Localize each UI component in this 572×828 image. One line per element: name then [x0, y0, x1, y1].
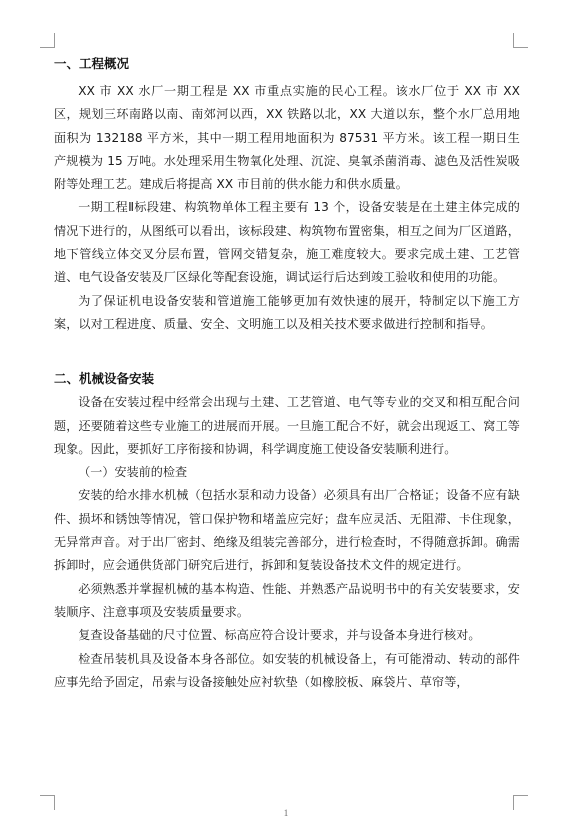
paragraph: 检查吊装机具及设备本身各部位。如安装的机械设备上，有可能滑动、转动的部件应事先给予固定，吊索与设备接触处应衬软垫（如橡胶板、麻袋片、草帘等， — [54, 651, 520, 689]
document-body — [54, 56, 520, 694]
page-number: 1 — [283, 808, 289, 818]
section-heading-project-overview: 一、工程概况 — [54, 56, 130, 71]
subsection-heading-pre-install-check: （一）安装前的检查 — [78, 465, 188, 480]
paragraph: 一期工程Ⅱ标段建、构筑物单体工程主要有 13 个，设备安装是在土建主体完成的情况下进行的，从图纸可以看出，该标段建、构筑物布置密集，相互之间为厂区道路，地下管线立体交叉分层布置，管网交错复杂，施工难度较大。要求完成土建、工艺管道、电气设备安装及厂区绿化等配套设施，调试运行后达到竣工验收和使用的功能。 — [54, 200, 520, 285]
crop-mark-top-right — [513, 33, 528, 48]
paragraph: 必须熟悉并掌握机械的基本构造、性能、并熟悉产品说明书中的有关安装要求，安装顺序、注意事项及安装质量要求。 — [54, 581, 520, 619]
crop-mark-top-left — [40, 33, 55, 48]
paragraph: XX 市 XX 水厂一期工程是 XX 市重点实施的民心工程。该水厂位于 XX 市 XX 区，规划三环南路以南、南郊河以西，XX 铁路以北，XX 大道以东，整个水厂总用地面积为 132188 平方米，其中一期工程用地面积为 87531 平方米。该工程一期日生产规模为 15 万吨。水处理采用生物氧化处理、沉淀、臭氧杀菌消毒、滤色及活性炭吸附等处理工艺。建成后将提高 XX 市目前的供水能力和供水质量。 — [54, 84, 520, 192]
paragraph: 设备在安装过程中经常会出现与土建、工艺管道、电气等专业的交叉和相互配合问题，还要随着这些专业施工的进展而开展。一旦施工配合不好，就会出现返工、窝工等现象。因此，要抓好工序衔接和协调，科学调度施工使设备安装顺利进行。 — [54, 395, 520, 456]
paragraph: 复查设备基础的尺寸位置、标高应符合设计要求，并与设备本身进行核对。 — [78, 628, 481, 643]
blank-line — [54, 336, 520, 359]
paragraph: 为了保证机电设备安装和管道施工能够更加有效快速的展开，特制定以下施工方案，以对工程进度、质量、安全、文明施工以及相关技术要求做进行控制和指导。 — [54, 293, 520, 331]
paragraph: 安装的给水排水机械（包括水泵和动力设备）必须具有出厂合格证；设备不应有缺件、损坏和锈蚀等情况，管口保护物和堵盖应完好；盘车应灵活、无阻滞、卡住现象，无异常声音。对于出厂密封、绝缘及组装完善部分，进行检查时，不得随意拆卸。确需拆卸时，应会通供货部门研究后进行，拆卸和复装设备技术文件的规定进行。 — [54, 488, 520, 573]
section-heading-equipment-installation: 二、机械设备安装 — [54, 371, 155, 387]
